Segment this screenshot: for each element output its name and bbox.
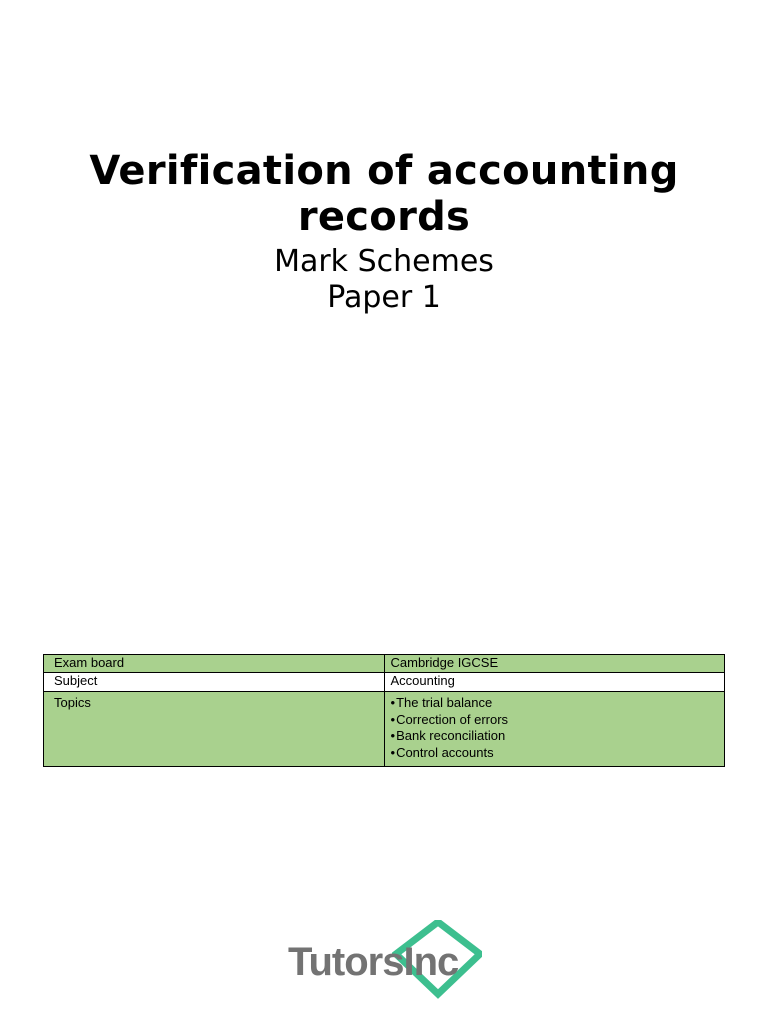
table-row-exam-board <box>44 655 725 673</box>
document-title-line-1: Verification of accounting <box>89 148 679 194</box>
logo-text: TutorsInc <box>288 940 459 984</box>
subject-value: Accounting <box>384 673 725 692</box>
topic-item: • Correction of errors <box>391 712 725 729</box>
table-row-subject <box>44 673 725 692</box>
topics-list <box>391 695 725 761</box>
title-block <box>0 148 768 316</box>
topic-item: • Control accounts <box>391 745 725 762</box>
document-subtitle-paper: Paper 1 <box>327 280 441 315</box>
document-subtitle-mark-schemes: Mark Schemes <box>274 244 494 279</box>
table-row-topics <box>44 692 725 767</box>
topic-item: • The trial balance <box>391 695 725 712</box>
exam-board-value: Cambridge IGCSE <box>384 655 725 673</box>
subject-label: Subject <box>44 673 385 692</box>
topics-value <box>384 692 725 767</box>
exam-board-label: Exam board <box>44 655 385 673</box>
tutorsinc-logo <box>288 920 482 1000</box>
document-title-line-2: records <box>297 194 471 240</box>
topic-item: • Bank reconciliation <box>391 728 725 745</box>
topics-label: Topics <box>44 692 385 767</box>
info-table <box>43 654 725 767</box>
